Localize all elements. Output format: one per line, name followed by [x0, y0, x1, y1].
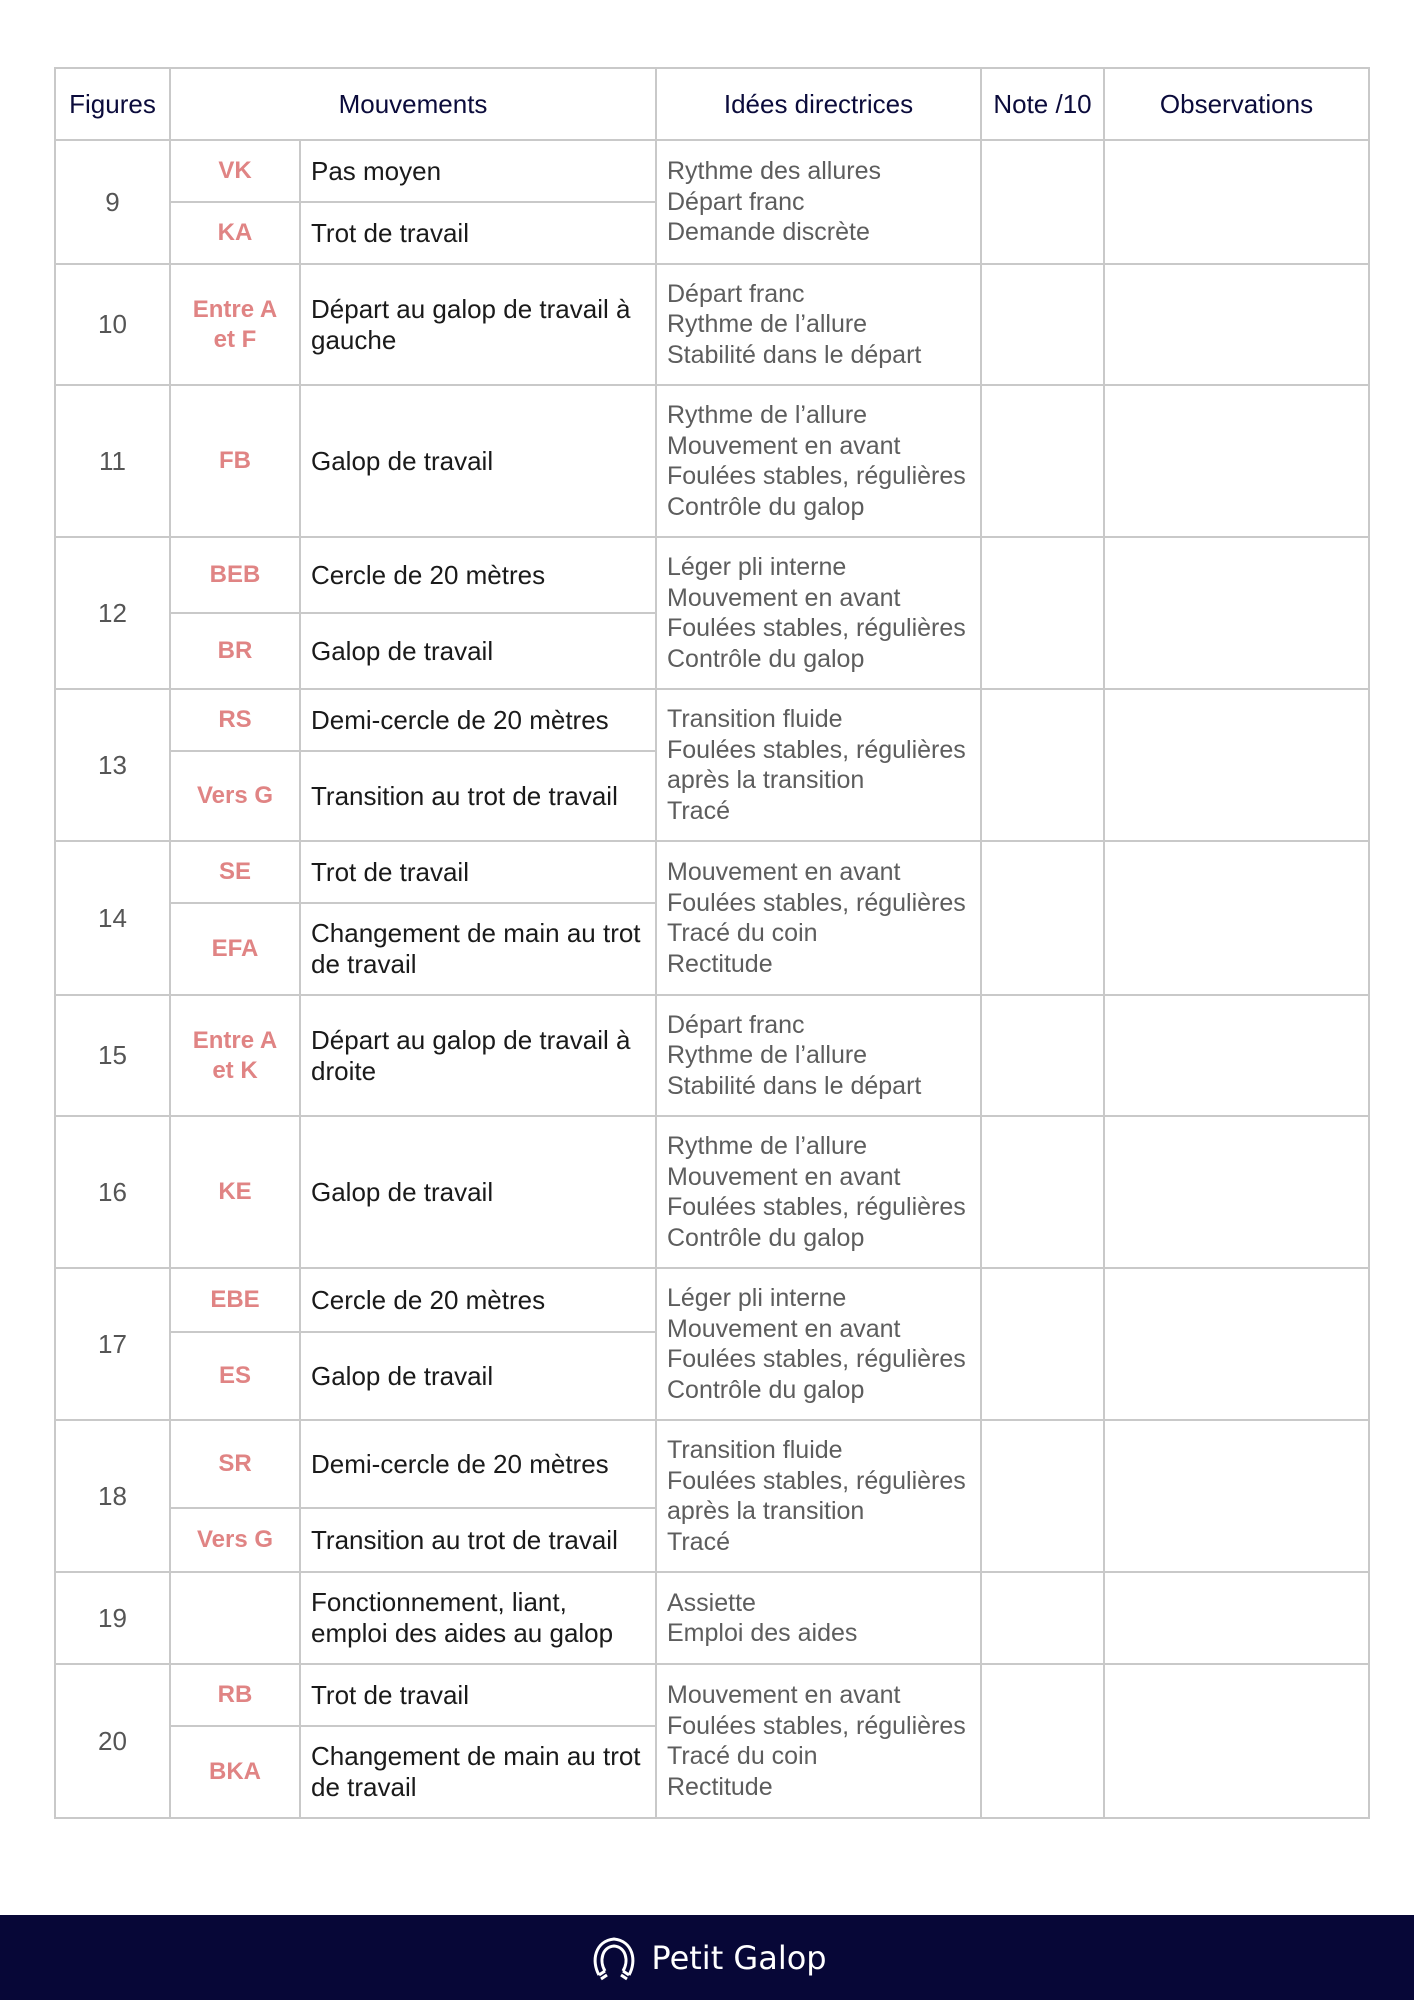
note-cell[interactable]	[981, 264, 1104, 385]
movement-description: Fonctionnement, liant, emploi des aides au galop	[300, 1572, 656, 1664]
guiding-ideas	[656, 995, 981, 1116]
footer-bar	[0, 1915, 1414, 2000]
guiding-ideas	[656, 140, 981, 264]
observations-cell[interactable]	[1104, 1268, 1369, 1420]
movement-code: Vers G	[170, 751, 300, 841]
guiding-idea-line: Stabilité dans le départ	[667, 340, 922, 369]
movement-code: RS	[170, 689, 300, 751]
guiding-idea-line: Foulées stables, régulières	[667, 614, 966, 642]
movement-description: Transition au trot de travail	[300, 1508, 656, 1572]
guiding-idea-line: Tracé du coin	[667, 1742, 818, 1770]
table-row	[55, 1664, 1369, 1726]
figure-number: 18	[55, 1420, 170, 1572]
note-cell[interactable]	[981, 995, 1104, 1116]
figure-number: 11	[55, 385, 170, 537]
movement-code	[170, 1572, 300, 1664]
movement-code: EBE	[170, 1268, 300, 1332]
note-cell[interactable]	[981, 537, 1104, 689]
movement-description: Trot de travail	[300, 202, 656, 264]
figure-number: 20	[55, 1664, 170, 1818]
guiding-idea-line: Rythme de l’allure	[667, 401, 868, 429]
observations-cell[interactable]	[1104, 995, 1369, 1116]
movement-code: RB	[170, 1664, 300, 1726]
guiding-idea-line: Tracé du coin	[667, 919, 818, 947]
table-row	[55, 995, 1369, 1116]
guiding-idea-line: Mouvement en avant	[667, 1681, 901, 1709]
observations-cell[interactable]	[1104, 1116, 1369, 1268]
guiding-ideas	[656, 1420, 981, 1572]
observations-cell[interactable]	[1104, 841, 1369, 995]
guiding-idea-line: Mouvement en avant	[667, 1162, 901, 1191]
header-figures: Figures	[55, 68, 170, 140]
note-cell[interactable]	[981, 689, 1104, 841]
movement-description: Départ au galop de travail à gauche	[300, 264, 656, 385]
guiding-ideas	[656, 385, 981, 537]
guiding-idea-line: Contrôle du galop	[667, 492, 865, 521]
guiding-idea-line: Transition fluide	[667, 1436, 843, 1464]
header-idees: Idées directrices	[656, 68, 981, 140]
note-cell[interactable]	[981, 1664, 1104, 1818]
guiding-idea-line: Mouvement en avant	[667, 583, 901, 612]
header-row	[55, 68, 1369, 140]
observations-cell[interactable]	[1104, 1664, 1369, 1818]
movement-code: KA	[170, 202, 300, 264]
header-observations: Observations	[1104, 68, 1369, 140]
table-row	[55, 841, 1369, 903]
table-row	[55, 689, 1369, 751]
guiding-ideas	[656, 1572, 981, 1664]
movement-code: EFA	[170, 903, 300, 995]
note-cell[interactable]	[981, 140, 1104, 264]
table-row	[55, 1420, 1369, 1508]
table-row	[55, 385, 1369, 537]
movement-description: Changement de main au trot de travail	[300, 903, 656, 995]
movement-code: BR	[170, 613, 300, 689]
guiding-idea-line: Foulées stables, régulières	[667, 1711, 966, 1740]
table-row	[55, 537, 1369, 613]
guiding-idea-line: Contrôle du galop	[667, 1223, 865, 1252]
guiding-idea-line: Tracé	[667, 1527, 730, 1556]
header-mouvements: Mouvements	[170, 68, 656, 140]
dressage-score-table	[54, 67, 1370, 1819]
guiding-idea-line: Transition fluide	[667, 705, 843, 733]
guiding-idea-line: Léger pli interne	[667, 553, 847, 581]
guiding-idea-line: Foulées stables, régulières	[667, 888, 966, 917]
guiding-idea-line: Rythme de l’allure	[667, 310, 868, 339]
observations-cell[interactable]	[1104, 537, 1369, 689]
guiding-idea-line: Rythme des allures	[667, 157, 881, 186]
guiding-idea-line: après la transition	[667, 1497, 865, 1525]
movement-description: Trot de travail	[300, 841, 656, 903]
table-row	[55, 1268, 1369, 1332]
guiding-idea-line: Départ franc	[667, 187, 805, 216]
guiding-ideas	[656, 841, 981, 995]
guiding-idea-line: Départ franc	[667, 1010, 805, 1039]
movement-code: FB	[170, 385, 300, 537]
movement-description: Transition au trot de travail	[300, 751, 656, 841]
guiding-ideas	[656, 1268, 981, 1420]
movement-description: Galop de travail	[300, 1332, 656, 1420]
guiding-ideas	[656, 689, 981, 841]
observations-cell[interactable]	[1104, 1420, 1369, 1572]
guiding-ideas	[656, 1664, 981, 1818]
figure-number: 19	[55, 1572, 170, 1664]
guiding-idea-line: Stabilité dans le départ	[667, 1071, 922, 1100]
guiding-idea-line: Rectitude	[667, 1772, 773, 1801]
movement-code: ES	[170, 1332, 300, 1420]
table-row	[55, 264, 1369, 385]
table-row	[55, 1116, 1369, 1268]
movement-description: Galop de travail	[300, 385, 656, 537]
figure-number: 12	[55, 537, 170, 689]
figure-number: 9	[55, 140, 170, 264]
guiding-idea-line: Mouvement en avant	[667, 431, 901, 460]
guiding-idea-line: Rythme de l’allure	[667, 1041, 868, 1070]
note-cell[interactable]	[981, 1268, 1104, 1420]
figure-number: 10	[55, 264, 170, 385]
note-cell[interactable]	[981, 1572, 1104, 1664]
guiding-idea-line: Tracé	[667, 796, 730, 825]
table-row	[55, 140, 1369, 202]
header-note: Note /10	[981, 68, 1104, 140]
movement-description: Trot de travail	[300, 1664, 656, 1726]
guiding-idea-line: Foulées stables, régulières	[667, 1466, 966, 1495]
brand-name: Petit Galop	[651, 1938, 827, 1977]
figure-number: 14	[55, 841, 170, 995]
movement-description: Cercle de 20 mètres	[300, 537, 656, 613]
guiding-idea-line: Départ franc	[667, 279, 805, 308]
guiding-ideas	[656, 537, 981, 689]
movement-code: BEB	[170, 537, 300, 613]
guiding-idea-line: après la transition	[667, 766, 865, 794]
observations-cell[interactable]	[1104, 1572, 1369, 1664]
observations-cell[interactable]	[1104, 385, 1369, 537]
table-row	[55, 1572, 1369, 1664]
guiding-idea-line: Mouvement en avant	[667, 1314, 901, 1343]
observations-cell[interactable]	[1104, 689, 1369, 841]
movement-code: BKA	[170, 1726, 300, 1818]
movement-code: Entre A et F	[170, 264, 300, 385]
guiding-idea-line: Demande discrète	[667, 218, 870, 247]
figure-number: 15	[55, 995, 170, 1116]
movement-description: Départ au galop de travail à droite	[300, 995, 656, 1116]
guiding-idea-line: Assiette	[667, 1588, 756, 1617]
guiding-idea-line: Foulées stables, régulières	[667, 735, 966, 764]
figure-number: 16	[55, 1116, 170, 1268]
note-cell[interactable]	[981, 385, 1104, 537]
guiding-ideas	[656, 264, 981, 385]
movement-description: Galop de travail	[300, 1116, 656, 1268]
horseshoe-logo-icon	[587, 1931, 641, 1985]
movement-code: SE	[170, 841, 300, 903]
observations-cell[interactable]	[1104, 140, 1369, 264]
guiding-idea-line: Foulées stables, régulières	[667, 1193, 966, 1221]
observations-cell[interactable]	[1104, 264, 1369, 385]
movement-code: Entre A et K	[170, 995, 300, 1116]
guiding-idea-line: Contrôle du galop	[667, 644, 865, 673]
guiding-idea-line: Mouvement en avant	[667, 858, 901, 886]
figure-number: 13	[55, 689, 170, 841]
movement-code: Vers G	[170, 1508, 300, 1572]
guiding-idea-line: Foulées stables, régulières	[667, 462, 966, 490]
movement-description: Demi-cercle de 20 mètres	[300, 1420, 656, 1508]
note-cell[interactable]	[981, 1116, 1104, 1268]
movement-description: Cercle de 20 mètres	[300, 1268, 656, 1332]
note-cell[interactable]	[981, 1420, 1104, 1572]
movement-description: Pas moyen	[300, 140, 656, 202]
guiding-idea-line: Rectitude	[667, 949, 773, 978]
movement-code: VK	[170, 140, 300, 202]
figure-number: 17	[55, 1268, 170, 1420]
guiding-idea-line: Léger pli interne	[667, 1284, 847, 1312]
guiding-idea-line: Foulées stables, régulières	[667, 1345, 966, 1373]
movement-description: Changement de main au trot de travail	[300, 1726, 656, 1818]
guiding-ideas	[656, 1116, 981, 1268]
movement-description: Demi-cercle de 20 mètres	[300, 689, 656, 751]
movement-code: SR	[170, 1420, 300, 1508]
note-cell[interactable]	[981, 841, 1104, 995]
guiding-idea-line: Rythme de l’allure	[667, 1132, 868, 1160]
movement-code: KE	[170, 1116, 300, 1268]
guiding-idea-line: Contrôle du galop	[667, 1375, 865, 1404]
movement-description: Galop de travail	[300, 613, 656, 689]
guiding-idea-line: Emploi des aides	[667, 1619, 858, 1647]
